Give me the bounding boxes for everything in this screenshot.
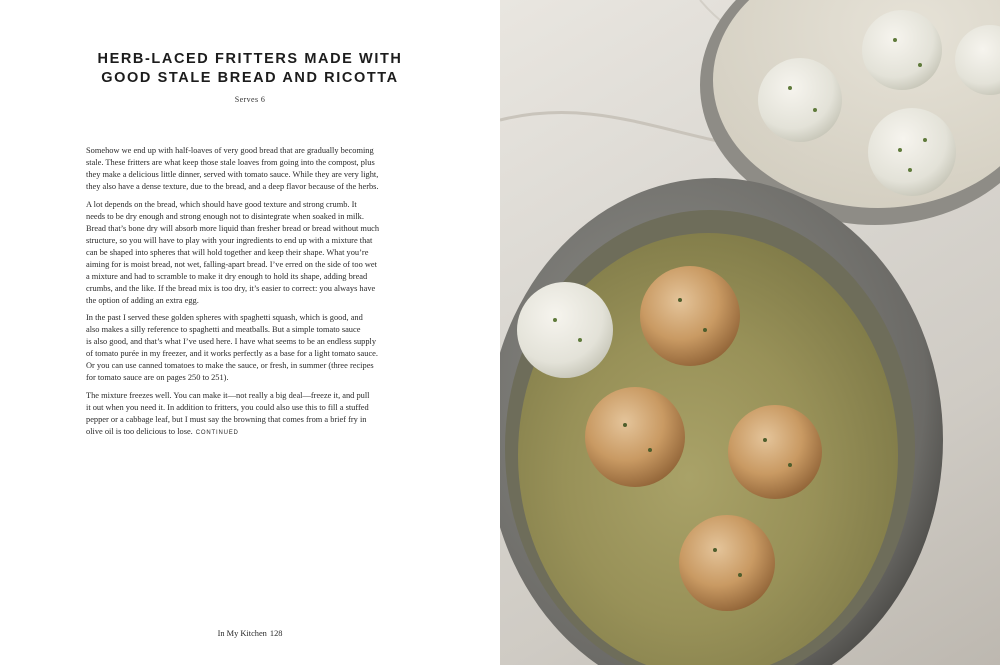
text-line: In the past I served these golden spheres with spaghetti squash, which is good, and — [86, 313, 363, 322]
text-line-content: olive oil is too delicious to lose. — [86, 426, 193, 436]
text-line: Or you can use canned tomatoes to make the sauce, or fresh, in summer (three recipes — [86, 361, 374, 370]
paragraph-4 — [86, 390, 416, 439]
text-line: pepper or a cabbage leaf, but I must say the browning that comes from a brief fry in — [86, 414, 367, 424]
recipe-title — [0, 50, 500, 88]
paragraph-2 — [86, 199, 416, 307]
text-line: they make a delicious little dinner, served with tomato sauce. While they are very light, — [86, 170, 379, 179]
recipe-title-line-1: HERB-LACED FRITTERS MADE WITH — [97, 51, 403, 67]
paragraph-1 — [86, 145, 416, 193]
text-line: also makes a silly reference to spaghetti and meatballs. But a simple tomato sauce — [86, 325, 361, 334]
text-line: for tomato sauce are on pages 250 to 251). — [86, 373, 229, 382]
recipe-intro-text — [86, 145, 416, 444]
text-line: stale. These fritters are what keep those stale loaves from going into the compost, plus — [86, 158, 375, 167]
text-line: Bread that’s bone dry will absorb more liquid than fresher bread or bread without much — [86, 223, 380, 233]
text-line: can be shaped into spheres that will hold together and keep their shape. What you’re — [86, 247, 369, 257]
paragraph-3 — [86, 312, 416, 384]
raw-fritter — [758, 58, 842, 142]
serves-label: Serves 6 — [234, 95, 266, 104]
text-line: The mixture freezes well. You can make it—not really a big deal—freeze it, and pull — [86, 390, 370, 400]
page-footer — [0, 629, 500, 638]
right-page — [500, 0, 1000, 665]
recipe-title-line-2: GOOD STALE BREAD AND RICOTTA — [101, 70, 399, 86]
text-line: structure, so you will have to play with your ingredients to end up with a mixture that — [86, 235, 373, 245]
footer-book-title: In My Kitchen — [217, 629, 267, 638]
fritters-photo — [500, 0, 1000, 665]
text-line: is also good, and that’s what I’ve used here. I have what seems to be an endless supply — [86, 337, 377, 346]
text-line: they also have a dense texture, due to the bread, and a deep flavor because of the herbs. — [86, 182, 379, 191]
page-number: 128 — [269, 629, 283, 638]
continued-label: CONTINUED — [195, 429, 239, 436]
text-line — [86, 426, 416, 439]
text-line: it out when you need it. In addition to fritters, you could also use this to fill a stuffed — [86, 402, 369, 412]
fried-fritter — [585, 387, 685, 487]
text-line: aiming for is moist bread, not wet, falling-apart bread. I’ve erred on the side of too wet — [86, 259, 377, 269]
fried-fritter — [640, 266, 740, 366]
text-line: a mixture and had to scramble to make it dry enough to hold its shape, adding bread — [86, 271, 368, 281]
text-line: crumbs, and the like. If the bread mix is too dry, it’s easier to correct: you always have — [86, 283, 376, 293]
text-line: the option of adding an extra egg. — [86, 295, 199, 305]
fried-fritter — [728, 405, 822, 499]
fried-fritter — [679, 515, 775, 611]
text-line: needs to be dry enough and strong enough not to disintegrate when soaked in milk. — [86, 211, 364, 221]
raw-fritter-in-oil — [517, 282, 613, 378]
text-line: Somehow we end up with half-loaves of very good bread that are gradually becoming — [86, 146, 374, 155]
text-line: A lot depends on the bread, which should have good texture and strong crumb. It — [86, 199, 357, 209]
text-line: of tomato purée in my freezer, and it works perfectly as a base for a light tomato sauce. — [86, 349, 378, 358]
raw-fritter — [862, 10, 942, 90]
raw-fritter — [868, 108, 956, 196]
